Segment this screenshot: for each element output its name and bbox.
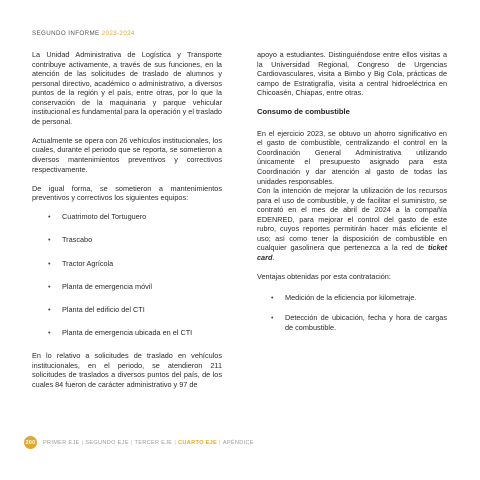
nav-separator: | xyxy=(130,439,133,446)
advantages-list xyxy=(257,293,447,332)
paragraph: De igual forma, se sometieron a mantenimientos preventivos y correctivos los siguientes equipos: xyxy=(32,183,222,203)
list-item: • Trascabo xyxy=(32,235,222,244)
paragraph: Actualmente se opera con 26 vehículos institucionales, los cuales, durante el periodo que se reporta, se sometieron a diversos mantenimientos preventivos y correctivos respectivamente. xyxy=(32,135,222,174)
nav-first-axis[interactable]: PRIMER EJE xyxy=(43,439,80,446)
ticket-card-text: ticket card xyxy=(257,243,447,262)
paragraph: En lo relativo a solicitudes de traslado en vehículos institucionales, en el periodo, se atendieron 211 solicitudes de traslados a diversos puntos del país, de los cuales 84 fueron de carácter administrativo y 97 de xyxy=(32,351,222,390)
nav-separator: | xyxy=(174,439,177,446)
list-item: • Planta del edificio del CTI xyxy=(32,305,222,314)
nav-second-axis[interactable]: SEGUNDO EJE xyxy=(85,439,129,446)
page-number-badge: 200 xyxy=(24,436,37,449)
paragraph: La Unidad Administrativa de Logística y Transporte contribuye activamente, a través de sus funciones, en la atención de las solicitudes de traslado de alumnos y personal directivo, académico o administrativo, a diversos puntos de la región y el país, entre otras, por lo que la conservación de la maquinaria y parque vehicular institucional es fundamental para la operación y el traslado de personal. xyxy=(32,50,222,126)
paragraph: Ventajas obtenidas por esta contratación: xyxy=(257,271,391,281)
report-title: SEGUNDO INFORME xyxy=(32,30,100,37)
list-item: • Detección de ubicación, fecha y hora de cargas de combustible. xyxy=(257,313,447,332)
nav-separator: | xyxy=(81,439,84,446)
paragraph xyxy=(257,186,447,262)
nav-fourth-axis[interactable]: CUARTO EJE xyxy=(178,439,218,446)
paragraph-end: . xyxy=(272,252,275,262)
nav-third-axis[interactable]: TERCER EJE xyxy=(134,439,173,446)
nav-appendix[interactable]: APÉNDICE xyxy=(222,439,254,446)
section-heading: Consumo de combustible xyxy=(257,107,350,117)
report-year: 2023-2024 xyxy=(101,30,135,37)
list-item: • Planta de emergencia ubicada en el CTI xyxy=(32,328,222,337)
equipment-list xyxy=(32,212,222,337)
list-item: • Tractor Agrícola xyxy=(32,259,222,268)
list-item: • Cuatrimoto del Tortuguero xyxy=(32,212,222,221)
report-header xyxy=(32,30,135,37)
paragraph: En el ejercicio 2023, se obtuvo un ahorro significativo en el gasto de combustible, centralizando el control en la Coordinación General Administrativa utilizando únicamente el presupuesto asignado para esta Coordinación y dar atención al gasto de todas las unidades responsables. xyxy=(257,128,447,186)
list-item: • Planta de emergencia móvil xyxy=(32,282,222,291)
left-column xyxy=(32,50,222,399)
paragraph-text: Con la intención de mejorar la utilización de los recursos para el uso de combustible, y de facilitar el suministro, se contrató en el mes de abril de 2024 a la compañía EDENRED, para mejorar el control del gasto de este rubro, cuyos reportes permitirán hacer más eficiente el uso; así como tener la disposición de combustible en cualquier gasolinera que pertenezca a la red de xyxy=(257,186,447,253)
nav-separator: | xyxy=(219,439,221,446)
right-column xyxy=(257,50,447,342)
footer xyxy=(24,436,254,449)
section-nav xyxy=(43,440,254,446)
list-item: • Medición de la eficiencia por kilometraje. xyxy=(257,293,447,303)
paragraph: apoyo a estudiantes. Distinguiéndose entre ellos visitas a la Universidad Regional, Congreso de Urgencias Cardiovasculares, visita a Bimbo y Big Cola, prácticas de campo de Estratigrafía, visita a central hidroeléctrica en Chicoasén, Chiapas, entre otras. xyxy=(257,50,447,98)
